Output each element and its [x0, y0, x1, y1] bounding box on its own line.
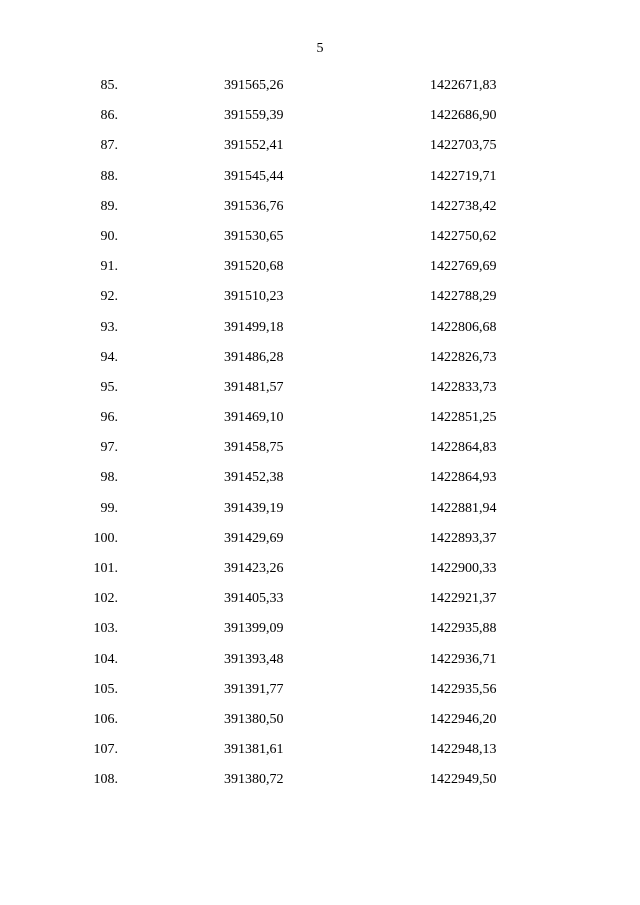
point-number: 97.: [100, 440, 118, 456]
table-row: [0, 222, 640, 252]
x-coordinate: 391530,65: [224, 228, 284, 244]
table-row: [0, 282, 640, 312]
x-coordinate: 391545,44: [224, 168, 284, 184]
table-row: [0, 705, 640, 735]
point-number: 107.: [93, 742, 118, 758]
y-coordinate: 1422864,93: [430, 470, 497, 486]
point-number: 105.: [93, 681, 118, 697]
x-coordinate: 391565,26: [224, 78, 284, 93]
x-coordinate: 391399,09: [224, 621, 284, 637]
y-coordinate: 1422921,37: [430, 591, 497, 607]
y-coordinate: 1422936,71: [430, 651, 497, 667]
y-coordinate: 1422935,88: [430, 621, 497, 637]
table-row: [0, 735, 640, 765]
x-coordinate: 391393,48: [224, 651, 284, 667]
x-coordinate: 391452,38: [224, 470, 284, 486]
x-coordinate: 391429,69: [224, 530, 284, 546]
y-coordinate: 1422893,37: [430, 530, 497, 546]
y-coordinate: 1422750,62: [430, 228, 497, 244]
table-row: [0, 524, 640, 554]
y-coordinate: 1422806,68: [430, 319, 497, 335]
x-coordinate: 391481,57: [224, 379, 284, 395]
x-coordinate: 391458,75: [224, 440, 284, 456]
y-coordinate: 1422881,94: [430, 500, 497, 516]
x-coordinate: 391439,19: [224, 500, 284, 516]
table-row: [0, 162, 640, 192]
table-row: [0, 252, 640, 282]
point-number: 100.: [93, 530, 118, 546]
x-coordinate: 391391,77: [224, 681, 284, 697]
y-coordinate: 1422900,33: [430, 561, 497, 576]
point-number: 94.: [100, 349, 118, 365]
x-coordinate: 391510,23: [224, 289, 284, 305]
point-number: 99.: [100, 500, 118, 516]
x-coordinate: 391405,33: [224, 591, 284, 607]
table-row: [0, 463, 640, 493]
table-row: [0, 192, 640, 222]
y-coordinate: 1422949,50: [430, 772, 497, 788]
point-number: 86.: [100, 108, 118, 124]
x-coordinate: 391536,76: [224, 198, 284, 214]
page-number: 5: [316, 41, 324, 56]
y-coordinate: 1422935,56: [430, 681, 497, 697]
table-row: [0, 131, 640, 161]
y-coordinate: 1422826,73: [430, 349, 497, 365]
point-number: 92.: [100, 289, 118, 305]
y-coordinate: 1422703,75: [430, 138, 497, 154]
table-row: [0, 584, 640, 614]
x-coordinate: 391469,10: [224, 410, 284, 426]
x-coordinate: 391559,39: [224, 108, 284, 124]
y-coordinate: 1422738,42: [430, 198, 497, 214]
point-number: 87.: [100, 138, 118, 154]
point-number: 102.: [93, 591, 118, 607]
x-coordinate: 391486,28: [224, 349, 284, 365]
point-number: 108.: [93, 772, 118, 788]
x-coordinate: 391381,61: [224, 742, 284, 758]
point-number: 104.: [93, 651, 118, 667]
table-row: [0, 614, 640, 644]
y-coordinate: 1422946,20: [430, 711, 497, 727]
table-row: [0, 71, 640, 101]
point-number: 96.: [100, 410, 118, 426]
point-number: 85.: [100, 78, 118, 93]
point-number: 98.: [100, 470, 118, 486]
x-coordinate: 391423,26: [224, 561, 284, 576]
point-number: 90.: [100, 228, 118, 244]
table-row: [0, 403, 640, 433]
x-coordinate: 391552,41: [224, 138, 284, 154]
table-row: [0, 554, 640, 584]
point-number: 95.: [100, 379, 118, 395]
y-coordinate: 1422948,13: [430, 742, 497, 758]
x-coordinate: 391380,72: [224, 772, 284, 788]
x-coordinate: 391520,68: [224, 259, 284, 275]
point-number: 101.: [93, 561, 118, 576]
y-coordinate: 1422788,29: [430, 289, 497, 305]
x-coordinate: 391499,18: [224, 319, 284, 335]
y-coordinate: 1422686,90: [430, 108, 497, 124]
table-row: [0, 494, 640, 524]
table-row: [0, 313, 640, 343]
point-number: 89.: [100, 198, 118, 214]
table-row: [0, 645, 640, 675]
y-coordinate: 1422851,25: [430, 410, 497, 426]
point-number: 88.: [100, 168, 118, 184]
point-number: 103.: [93, 621, 118, 637]
table-row: [0, 101, 640, 131]
table-row: [0, 343, 640, 373]
point-number: 106.: [93, 711, 118, 727]
x-coordinate: 391380,50: [224, 711, 284, 727]
table-row: [0, 373, 640, 403]
y-coordinate: 1422671,83: [430, 78, 497, 93]
point-number: 91.: [100, 259, 118, 275]
coordinates-table: [0, 71, 640, 796]
y-coordinate: 1422769,69: [430, 259, 497, 275]
y-coordinate: 1422864,83: [430, 440, 497, 456]
y-coordinate: 1422719,71: [430, 168, 497, 184]
y-coordinate: 1422833,73: [430, 379, 497, 395]
point-number: 93.: [100, 319, 118, 335]
table-row: [0, 765, 640, 795]
table-row: [0, 675, 640, 705]
table-row: [0, 433, 640, 463]
